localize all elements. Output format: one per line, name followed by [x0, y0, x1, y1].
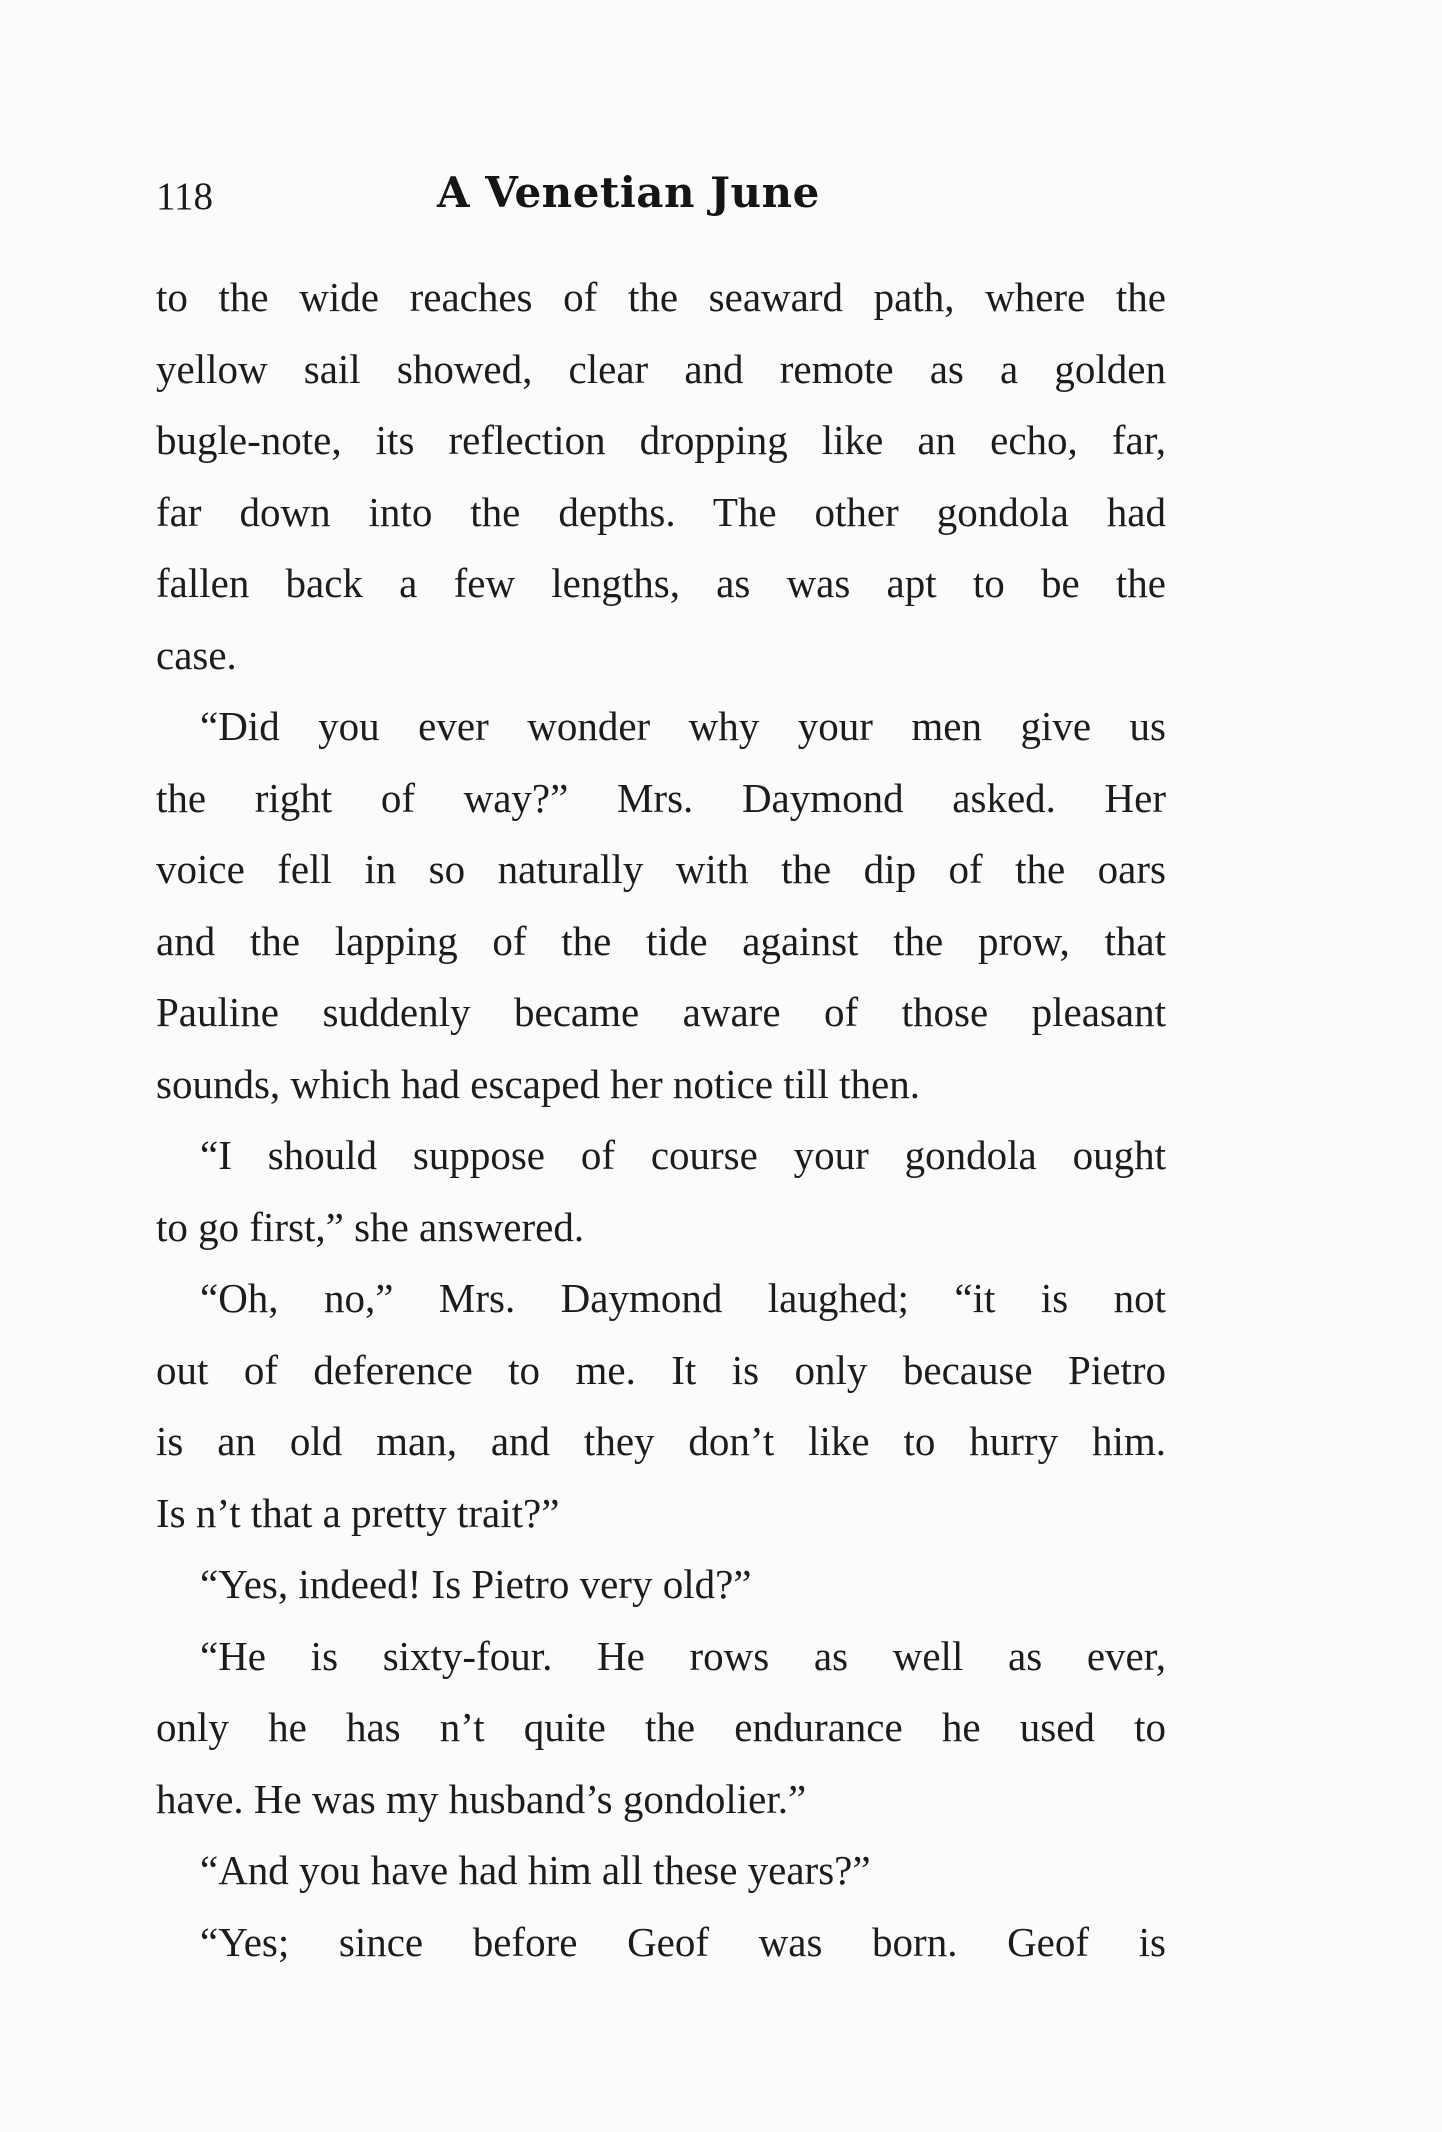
text-line: Is n’t that a pretty trait?” — [156, 1489, 560, 1536]
text-line: fallen back a few lengths, as was apt to be the — [156, 560, 1166, 606]
text-line: far down into the depths. The other gondola had — [156, 488, 1166, 535]
text-line: “Did you ever wonder why your men give us — [200, 703, 1166, 749]
text-line: and the lapping of the tide against the prow, that — [156, 917, 1166, 964]
text-line: out of deference to me. It is only because Pietro — [156, 1346, 1166, 1393]
text-line: is an old man, and they don’t like to hurry him. — [156, 1418, 1166, 1464]
text-line: the right of way?” Mrs. Daymond asked. Her — [156, 774, 1166, 821]
text-line: voice fell in so naturally with the dip of the oars — [156, 846, 1166, 892]
page-number: 118 — [156, 175, 214, 218]
text-line: yellow sail showed, clear and remote as a golden — [156, 345, 1166, 392]
text-line: case. — [156, 631, 237, 678]
text-line: only he has n’t quite the endurance he used to — [156, 1704, 1166, 1750]
text-line: “And you have had him all these years?” — [200, 1847, 871, 1893]
running-title: A Venetian June — [437, 168, 820, 217]
text-line: to the wide reaches of the seaward path, where the — [156, 274, 1166, 320]
text-line: “Oh, no,” Mrs. Daymond laughed; “it is not — [200, 1275, 1166, 1321]
text-line: “Yes; since before Geof was born. Geof is — [200, 1918, 1166, 1965]
text-line: “Yes, indeed! Is Pietro very old?” — [200, 1561, 752, 1607]
text-line: bugle-note, its reflection dropping like an echo, far, — [156, 417, 1166, 463]
text-line: “He is sixty-four. He rows as well as ever, — [200, 1632, 1166, 1679]
body-text — [156, 262, 1166, 1978]
text-line: “I should suppose of course your gondola ought — [200, 1132, 1166, 1178]
text-line: to go first,” she answered. — [156, 1203, 585, 1250]
text-line: sounds, which had escaped her notice till then. — [156, 1060, 920, 1107]
text-line: have. He was my husband’s gondolier.” — [156, 1775, 807, 1822]
running-head — [156, 168, 1166, 238]
text-line: Pauline suddenly became aware of those pleasant — [156, 989, 1166, 1035]
